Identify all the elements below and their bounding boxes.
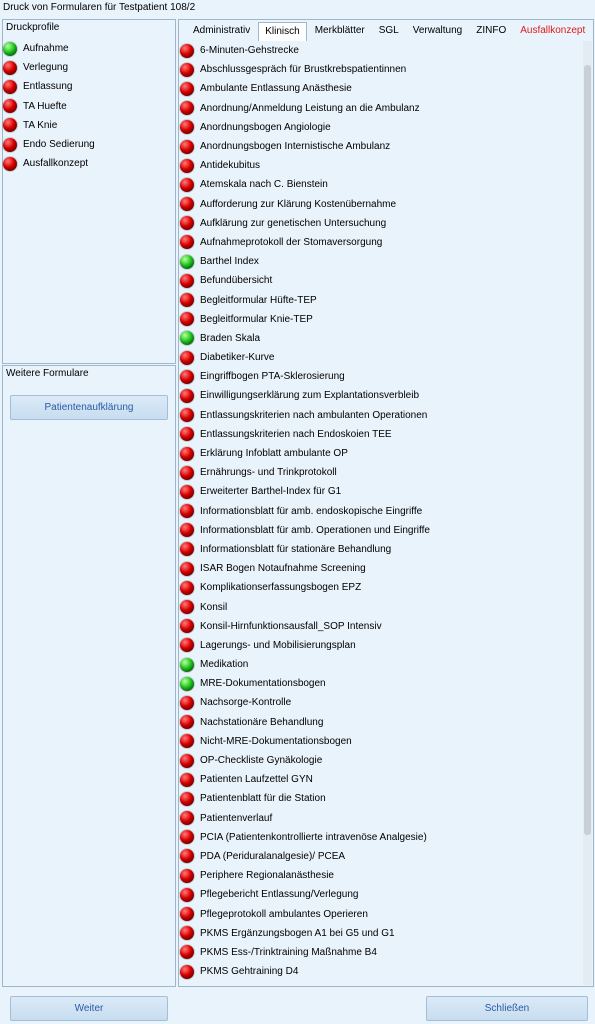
form-list-item[interactable]: [180, 156, 580, 175]
status-red-icon: [180, 792, 194, 806]
druckprofile-item-label: Verlegung: [23, 62, 69, 74]
form-list-item-label: Barthel Index: [200, 256, 259, 268]
status-green-icon: [180, 677, 194, 691]
status-red-icon: [180, 389, 194, 403]
status-red-icon: [180, 82, 194, 96]
form-list-item[interactable]: [180, 636, 580, 655]
form-list-item-label: Anordnung/Anmeldung Leistung an die Ambulanz: [200, 102, 420, 114]
form-list-item-label: Aufforderung zur Klärung Kostenübernahme: [200, 198, 397, 210]
form-list-item-label: Periphere Regionalanästhesie: [200, 870, 334, 882]
scrollbar-thumb[interactable]: [584, 65, 591, 835]
form-list-item-label: Erklärung Infoblatt ambulante OP: [200, 448, 348, 460]
form-list-item-label: Medikation: [200, 659, 249, 671]
form-list-item[interactable]: [180, 406, 580, 425]
form-list-item[interactable]: [180, 175, 580, 194]
form-list-item-label: Begleitformular Knie-TEP: [200, 313, 313, 325]
weitere-formulare-label: Weitere Formulare: [6, 368, 89, 379]
status-red-icon: [180, 600, 194, 614]
status-red-icon: [180, 734, 194, 748]
status-red-icon: [180, 197, 194, 211]
status-red-icon: [180, 773, 194, 787]
status-red-icon: [180, 638, 194, 652]
form-list-item-label: PKMS Ess-/Trinktraining Maßnahme B4: [200, 946, 377, 958]
form-list-item[interactable]: [180, 693, 580, 712]
patientenaufklaerung-button[interactable]: Patientenaufklärung: [10, 395, 168, 420]
status-red-icon: [180, 293, 194, 307]
form-list-item[interactable]: [180, 847, 580, 866]
status-red-icon: [180, 849, 194, 863]
druckprofile-panel: [2, 19, 176, 364]
status-red-icon: [180, 216, 194, 230]
status-red-icon: [180, 504, 194, 518]
form-list-item[interactable]: [180, 271, 580, 290]
weiter-button[interactable]: Weiter: [10, 996, 168, 1021]
form-list-item[interactable]: [180, 943, 580, 962]
form-list-item[interactable]: [180, 521, 580, 540]
form-list-item[interactable]: [180, 444, 580, 463]
form-list-item[interactable]: [180, 655, 580, 674]
status-red-icon: [180, 140, 194, 154]
status-red-icon: [180, 447, 194, 461]
druckprofile-item-label: Endo Sedierung: [23, 139, 95, 151]
status-red-icon: [180, 926, 194, 940]
form-list-item[interactable]: [180, 770, 580, 789]
form-list-item-label: OP-Checkliste Gynäkologie: [200, 755, 323, 767]
status-red-icon: [180, 945, 194, 959]
status-red-icon: [180, 120, 194, 134]
form-list-item[interactable]: [180, 866, 580, 885]
form-list-item[interactable]: [180, 463, 580, 482]
status-red-icon: [180, 274, 194, 288]
form-list-item-label: Pflegebericht Entlassung/Verlegung: [200, 889, 359, 901]
form-list-item[interactable]: [180, 559, 580, 578]
status-red-icon: [180, 619, 194, 633]
window-title: Druck von Formularen für Testpatient 108/2: [3, 2, 196, 13]
form-list-item-label: Anordnungsbogen Internistische Ambulanz: [200, 141, 391, 153]
form-list-item-label: Begleitformular Hüfte-TEP: [200, 294, 317, 306]
form-list-item-label: Komplikationserfassungsbogen EPZ: [200, 582, 362, 594]
form-list-item-label: Abschlussgespräch für Brustkrebspatientinnen: [200, 64, 407, 76]
status-green-icon: [180, 255, 194, 269]
status-red-icon: [180, 754, 194, 768]
status-red-icon: [180, 523, 194, 537]
form-list-item[interactable]: [180, 924, 580, 943]
form-list-item[interactable]: [180, 367, 580, 386]
tab-sgl[interactable]: SGL: [378, 25, 399, 36]
druckprofile-item[interactable]: [3, 58, 173, 77]
form-list-item[interactable]: [180, 41, 580, 60]
druckprofile-item[interactable]: [3, 154, 173, 173]
form-list-item-label: Nicht-MRE-Dokumentationsbogen: [200, 735, 352, 747]
form-list-item-label: Informationsblatt für stationäre Behandlung: [200, 543, 392, 555]
status-red-icon: [180, 696, 194, 710]
status-red-icon: [3, 61, 17, 75]
druckprofile-list: [3, 39, 173, 173]
druckprofile-item[interactable]: [3, 116, 173, 135]
druckprofile-label: Druckprofile: [6, 22, 60, 33]
status-red-icon: [180, 581, 194, 595]
form-list-item-label: Nachstationäre Behandlung: [200, 716, 324, 728]
status-red-icon: [3, 118, 17, 132]
form-list-item[interactable]: [180, 310, 580, 329]
form-list-item[interactable]: [180, 502, 580, 521]
druckprofile-item-label: TA Huefte: [23, 100, 67, 112]
form-list-item-label: Konsil-Hirnfunktionsausfall_SOP Intensiv: [200, 620, 382, 632]
form-list-item[interactable]: [180, 482, 580, 501]
status-red-icon: [180, 408, 194, 422]
form-list-item-label: Informationsblatt für amb. Operationen und Eingriffe: [200, 524, 430, 536]
form-list-item[interactable]: [180, 828, 580, 847]
form-list-item[interactable]: [180, 751, 580, 770]
form-list-item[interactable]: [180, 252, 580, 271]
form-list-item[interactable]: [180, 597, 580, 616]
status-red-icon: [180, 235, 194, 249]
form-list-item[interactable]: [180, 99, 580, 118]
form-list-item-label: PKMS Ergänzungsbogen A1 bei G5 und G1: [200, 927, 395, 939]
form-list-item-label: Einwilligungserklärung zum Explantationsverbleib: [200, 390, 420, 402]
status-red-icon: [3, 99, 17, 113]
status-red-icon: [180, 562, 194, 576]
form-list-item-label: PCIA (Patientenkontrollierte intravenöse Analgesie): [200, 831, 427, 843]
tab-zinfo[interactable]: ZINFO: [476, 25, 507, 36]
form-list-item[interactable]: [180, 789, 580, 808]
tab-ausfallkonzept[interactable]: Ausfallkonzept: [520, 25, 586, 36]
form-list-item-label: Entlassungskriterien nach Endoskoien TEE: [200, 428, 392, 440]
form-category-tabs: [187, 22, 593, 40]
status-red-icon: [180, 44, 194, 58]
form-list-item[interactable]: [180, 118, 580, 137]
form-list-item[interactable]: [180, 348, 580, 367]
status-red-icon: [180, 466, 194, 480]
form-list-item[interactable]: [180, 329, 580, 348]
form-list-item-label: Entlassungskriterien nach ambulanten Operationen: [200, 409, 428, 421]
form-list-item-label: Antidekubitus: [200, 160, 261, 172]
form-list-item[interactable]: [180, 214, 580, 233]
druckprofile-item[interactable]: [3, 77, 173, 96]
status-red-icon: [180, 178, 194, 192]
form-list-item-label: Ambulante Entlassung Anästhesie: [200, 83, 352, 95]
status-red-icon: [180, 370, 194, 384]
form-list-item[interactable]: [180, 904, 580, 923]
status-red-icon: [180, 351, 194, 365]
tab-administrativ[interactable]: Administrativ: [193, 25, 251, 36]
status-red-icon: [180, 869, 194, 883]
form-list-item-label: PDA (Periduralanalgesie)/ PCEA: [200, 850, 346, 862]
status-red-icon: [180, 542, 194, 556]
status-red-icon: [180, 312, 194, 326]
form-list-item[interactable]: [180, 79, 580, 98]
druckprofile-item-label: Ausfallkonzept: [23, 158, 89, 170]
form-list-item-label: Lagerungs- und Mobilisierungsplan: [200, 639, 356, 651]
form-list-item[interactable]: [180, 962, 580, 981]
druckprofile-item-label: Entlassung: [23, 81, 73, 93]
form-list-item-label: Anordnungsbogen Angiologie: [200, 121, 331, 133]
status-green-icon: [180, 331, 194, 345]
status-red-icon: [180, 965, 194, 979]
form-list-item-label: Atemskala nach C. Bienstein: [200, 179, 328, 191]
form-list-item[interactable]: [180, 195, 580, 214]
form-list-item-label: Befundübersicht: [200, 275, 273, 287]
tab-klinisch[interactable]: Klinisch: [258, 22, 306, 41]
form-list-item[interactable]: [180, 137, 580, 156]
status-red-icon: [180, 830, 194, 844]
form-list-item-label: Braden Skala: [200, 332, 261, 344]
status-red-icon: [180, 715, 194, 729]
status-red-icon: [180, 63, 194, 77]
status-green-icon: [3, 42, 17, 56]
form-list-item-label: MRE-Dokumentationsbogen: [200, 678, 326, 690]
druckprofile-item-label: Aufnahme: [23, 43, 69, 55]
form-list-item-label: ISAR Bogen Notaufnahme Screening: [200, 563, 366, 575]
druckprofile-item-label: TA Knie: [23, 119, 58, 131]
form-list-item-label: Pflegeprotokoll ambulantes Operieren: [200, 908, 368, 920]
form-list-item-label: Nachsorge-Kontrolle: [200, 697, 292, 709]
form-list-item-label: 6-Minuten-Gehstrecke: [200, 45, 299, 57]
form-list-item-label: Informationsblatt für amb. endoskopische Eingriffe: [200, 505, 423, 517]
tab-verwaltung[interactable]: Verwaltung: [412, 25, 463, 36]
form-list-item[interactable]: [180, 617, 580, 636]
schliessen-button[interactable]: Schließen: [426, 996, 588, 1021]
form-list-item[interactable]: [180, 386, 580, 405]
form-list-item[interactable]: [180, 885, 580, 904]
form-list-item-label: Patientenverlauf: [200, 812, 273, 824]
form-list-item-label: Patienten Laufzettel GYN: [200, 774, 313, 786]
status-red-icon: [180, 159, 194, 173]
form-list-item-label: Erweiterter Barthel-Index für G1: [200, 486, 342, 498]
status-red-icon: [3, 80, 17, 94]
form-list-item[interactable]: [180, 540, 580, 559]
form-list-item-label: Ernährungs- und Trinkprotokoll: [200, 467, 337, 479]
druckprofile-item[interactable]: [3, 39, 173, 58]
status-green-icon: [180, 658, 194, 672]
status-red-icon: [180, 427, 194, 441]
status-red-icon: [180, 101, 194, 115]
druckprofile-item[interactable]: [3, 135, 173, 154]
form-list-item-label: Patientenblatt für die Station: [200, 793, 326, 805]
form-list-item[interactable]: [180, 290, 580, 309]
form-list: [180, 41, 580, 981]
weitere-formulare-panel: [2, 365, 176, 987]
form-list-item[interactable]: [180, 713, 580, 732]
form-list-item[interactable]: [180, 732, 580, 751]
form-list-item[interactable]: [180, 578, 580, 597]
form-list-scrollbar[interactable]: [583, 41, 592, 985]
status-red-icon: [180, 907, 194, 921]
status-red-icon: [3, 138, 17, 152]
status-red-icon: [180, 811, 194, 825]
form-list-item-label: Diabetiker-Kurve: [200, 352, 275, 364]
form-list-item-label: PKMS Gehtraining D4: [200, 966, 299, 978]
form-list-item[interactable]: [180, 809, 580, 828]
tab-merkbl-tter[interactable]: Merkblätter: [314, 25, 365, 36]
form-list-item[interactable]: [180, 60, 580, 79]
form-list-item[interactable]: [180, 674, 580, 693]
form-list-item[interactable]: [180, 425, 580, 444]
status-red-icon: [180, 485, 194, 499]
form-list-item-label: Aufnahmeprotokoll der Stomaversorgung: [200, 236, 383, 248]
status-red-icon: [180, 888, 194, 902]
status-red-icon: [3, 157, 17, 171]
form-list-item-label: Konsil: [200, 601, 228, 613]
form-list-item-label: Aufklärung zur genetischen Untersuchung: [200, 217, 387, 229]
form-list-item-label: Eingriffbogen PTA-Sklerosierung: [200, 371, 345, 383]
form-list-item[interactable]: [180, 233, 580, 252]
druckprofile-item[interactable]: [3, 97, 173, 116]
